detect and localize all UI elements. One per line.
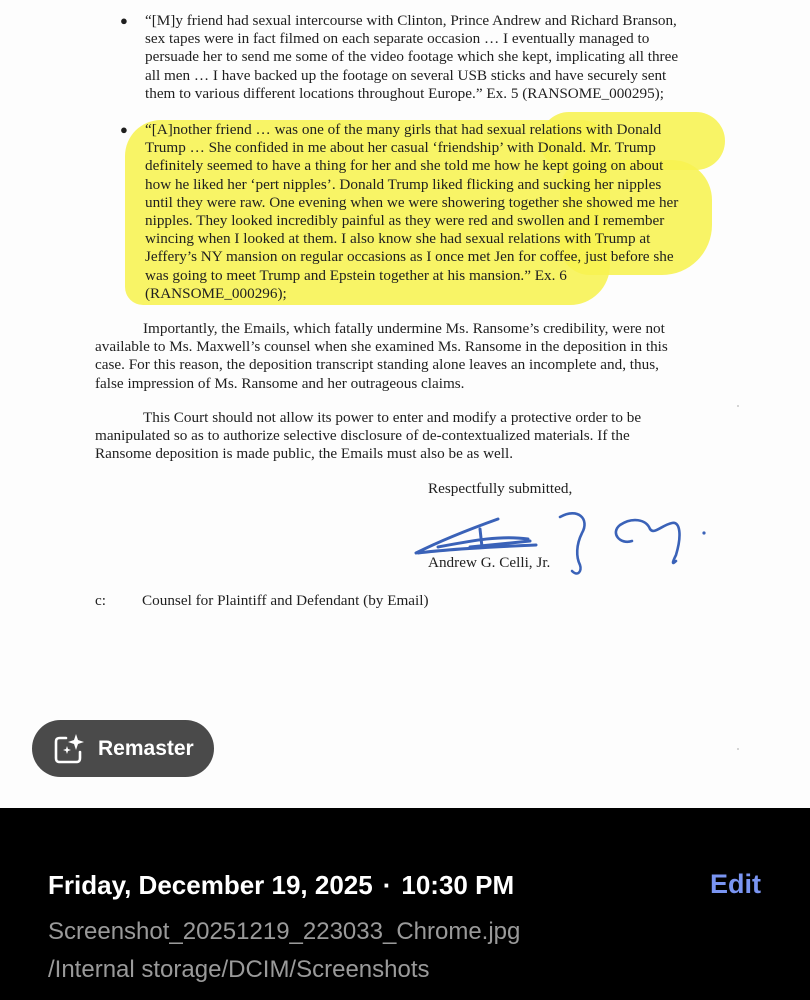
image-details-panel <box>0 808 810 1000</box>
paragraph: This Court should not allow its power to enter and modify a protective order to be manipulated so as to authorize selective disclosure of de-contextualized materials. If the Ransome deposition is made public, the Emails must also be as well. <box>95 409 642 463</box>
separator: · <box>382 870 392 900</box>
closing: Respectfully submitted, <box>428 480 573 497</box>
scan-speck <box>737 405 739 407</box>
signer-name: Andrew G. Celli, Jr. <box>428 554 551 571</box>
bullet-text: “[M]y friend had sexual intercourse with Clinton, Prince Andrew and Richard Branson, sex tapes were in fact filmed on each separate occasion … I eventually managed to persuade her to send me some of the video footage which she kept, implicating all three all men … I have backed up the footage on several USB sticks and have securely sent them to various different locations throughout Europe.” Ex. 5 (RANSOME_000295); <box>145 12 679 102</box>
remaster-label: Remaster <box>98 736 194 760</box>
bullet-text: “[A]nother friend … was one of the many girls that had sexual relations with Donald Trump … She confided in me about her casual ‘friendship’ with Donald. Mr. Trump definitely seemed to have a thing for her and she told me how he kept going on about how he liked her ‘pert nipples’. Donald Trump liked flicking and sucking her nipples until they were raw. One evening when we were showering together she showed me her nipples. They looked incredibly painful as they were red and swollen and I remember wincing when I looked at them. I also know she had sexual relations with Trump at Jeffery’s NY mansion on regular occasions as I once met Jen for coffee, just before she was going to meet Trump and Epstein together at his mansion.” Ex. 6 (RANSOME_000296); <box>145 121 679 302</box>
capture-date: Friday, December 19, 2025 <box>48 870 373 900</box>
sparkle-frame-icon <box>52 732 88 766</box>
remaster-button[interactable] <box>32 720 214 777</box>
file-path: /Internal storage/DCIM/Screenshots <box>48 956 430 983</box>
cc-recipients: Counsel for Plaintiff and Defendant (by Email) <box>142 592 429 609</box>
capture-time: 10:30 PM <box>401 870 515 900</box>
bullet-dot: ● <box>120 122 128 137</box>
edit-button[interactable]: Edit <box>710 869 761 899</box>
signature <box>410 505 710 585</box>
file-name: Screenshot_20251219_223033_Chrome.jpg <box>48 918 521 945</box>
scan-speck <box>737 748 739 750</box>
paragraph: Importantly, the Emails, which fatally undermine Ms. Ransome’s credibility, were not available to Ms. Maxwell’s counsel when she examined Ms. Ransome in the deposition in this case. For this reason, the deposition transcript standing alone leaves an incomplete and, thus, false impression of Ms. Ransome and her outrageous claims. <box>95 320 668 392</box>
cc-label: c: <box>95 592 106 609</box>
capture-datetime <box>48 870 514 901</box>
bullet-dot: ● <box>120 13 128 28</box>
